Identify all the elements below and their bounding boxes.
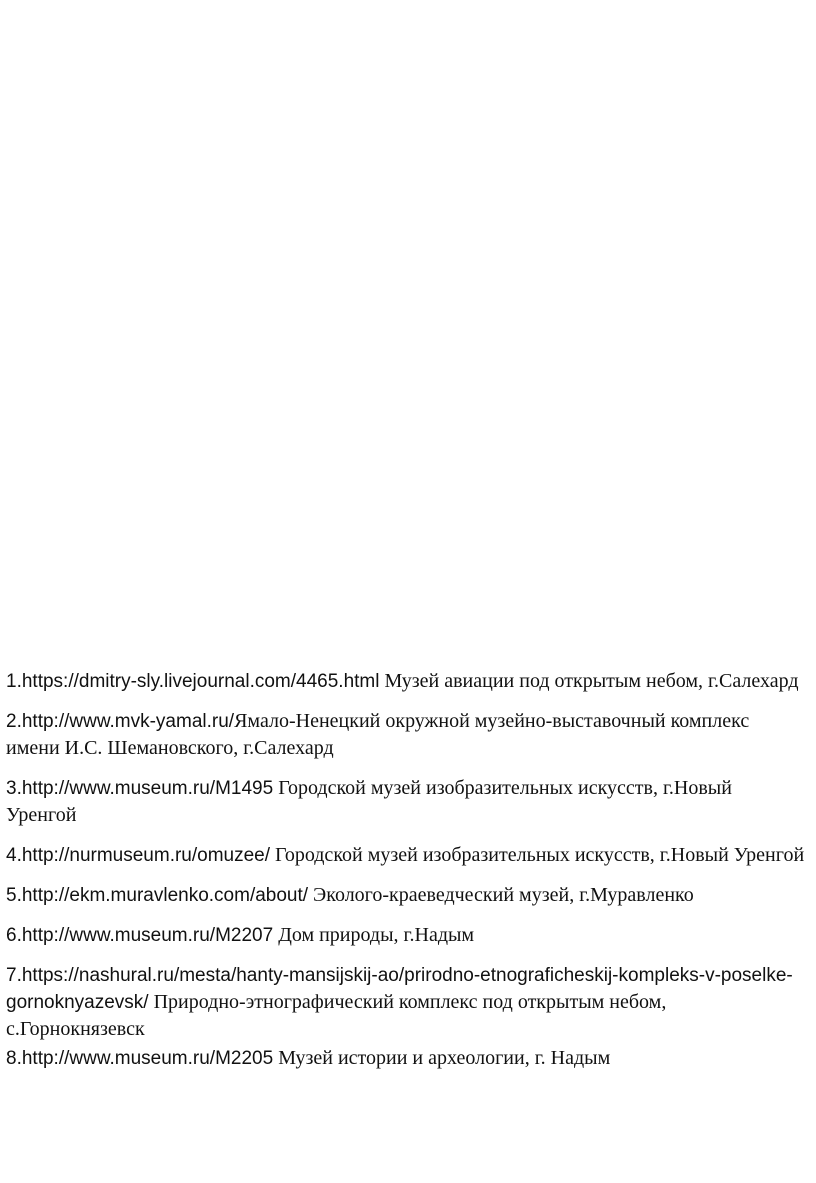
reference-url[interactable]: https://dmitry-sly.livejournal.com/4465.html <box>21 671 380 692</box>
reference-item-6 <box>6 922 806 949</box>
reference-description: Городской музей изобразительных искусств, г.Новый Уренгой <box>6 777 732 826</box>
reference-url[interactable]: http://nurmuseum.ru/omuzee/ <box>21 845 271 866</box>
reference-url[interactable]: https://nashural.ru/mesta/hanty-mansijskij-ao/prirodno-etnograficheskij-kompleks-v-poselke-gornoknyazevsk/ <box>6 965 793 1013</box>
reference-description: Городской музей изобразительных искусств, г.Новый Уренгой <box>270 844 805 866</box>
reference-number: 7. <box>6 965 22 986</box>
reference-number: 4. <box>6 845 22 866</box>
reference-list <box>6 668 806 1085</box>
reference-description: Дом природы, г.Надым <box>273 924 475 946</box>
reference-item-3 <box>6 775 806 829</box>
reference-number: 5. <box>6 885 22 906</box>
reference-url[interactable]: http://www.mvk-yamal.ru/ <box>21 711 235 732</box>
reference-description: Музей авиации под открытым небом, г.Салехард <box>379 670 799 692</box>
reference-number: 8. <box>6 1048 22 1069</box>
reference-description: Эколого-краеведческий музей, г.Муравленко <box>308 884 694 906</box>
reference-number: 1. <box>6 671 22 692</box>
reference-item-2 <box>6 708 806 762</box>
reference-number: 2. <box>6 711 22 732</box>
reference-description: Природно-этнографический комплекс под открытым небом, с.Горнокнязевск <box>6 991 667 1040</box>
reference-item-8 <box>6 1045 806 1072</box>
reference-url[interactable]: http://ekm.muravlenko.com/about/ <box>21 885 309 906</box>
reference-url[interactable]: http://www.museum.ru/M2207 <box>21 925 274 946</box>
reference-description: Музей истории и археологии, г. Надым <box>273 1047 611 1069</box>
reference-item-1 <box>6 668 806 695</box>
reference-item-5 <box>6 882 806 909</box>
reference-description: Ямало-Ненецкий окружной музейно-выставочный комплекс имени И.С. Шемановского, г.Салехард <box>6 710 750 759</box>
reference-number: 3. <box>6 778 22 799</box>
reference-number: 6. <box>6 925 22 946</box>
reference-item-4 <box>6 842 806 869</box>
reference-url[interactable]: http://www.museum.ru/M2205 <box>21 1048 274 1069</box>
reference-item-7 <box>6 962 806 1043</box>
reference-url[interactable]: http://www.museum.ru/M1495 <box>21 778 274 799</box>
